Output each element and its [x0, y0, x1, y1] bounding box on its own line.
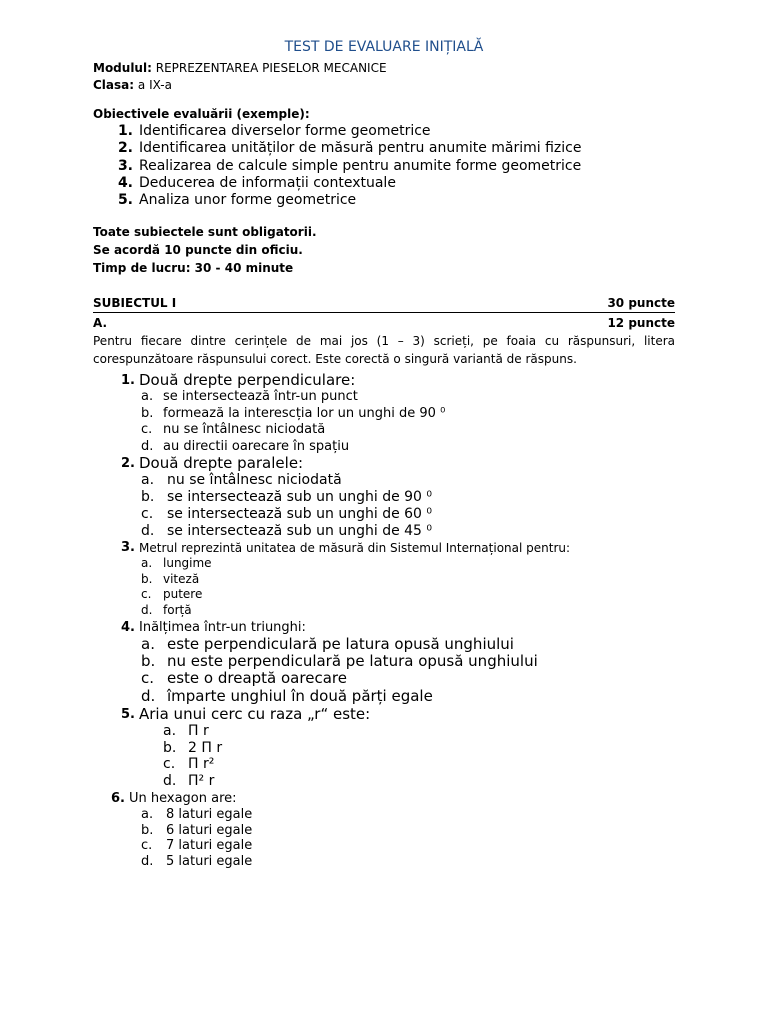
question: [93, 791, 675, 869]
question-text: Inălțimea într-un triunghi:: [139, 619, 306, 635]
rules-block: [93, 223, 675, 277]
option-letter: c.: [141, 669, 155, 688]
subject-points: 30 puncte: [607, 296, 675, 311]
option-text: nu se întâlnesc niciodată: [167, 472, 342, 489]
answer-option: [93, 489, 675, 506]
answer-option: [93, 854, 675, 870]
option-letter: a.: [141, 389, 154, 405]
answer-option: [93, 556, 675, 571]
option-letter: d.: [163, 773, 177, 790]
option-letter: a.: [141, 472, 155, 489]
objective-item: [93, 123, 675, 140]
option-letter: a.: [141, 556, 153, 571]
answer-option: [93, 389, 675, 406]
question-text-row: [93, 706, 675, 723]
objective-number: 5.: [117, 192, 133, 209]
answer-option: [93, 756, 675, 773]
option-text: împarte unghiul în două părți egale: [167, 686, 433, 705]
question-text-row: [93, 619, 675, 636]
answer-option: [93, 572, 675, 587]
option-letter: d.: [141, 438, 154, 454]
answer-option: [93, 472, 675, 489]
option-text: este o dreaptă oarecare: [167, 669, 347, 688]
answer-option: [93, 523, 675, 540]
option-letter: d.: [141, 602, 153, 617]
answer-option: [93, 506, 675, 523]
question-text-row: [93, 455, 675, 472]
rule-line: Toate subiectele sunt obligatorii.: [93, 225, 317, 240]
question-text-row: [93, 540, 675, 556]
option-text: formează la interescția lor un unghi de 90 ⁰: [163, 405, 446, 421]
option-text: forță: [163, 602, 192, 617]
option-letter: b.: [141, 489, 155, 506]
option-text: se intersectează sub un unghi de 60 ⁰: [167, 505, 433, 522]
answer-option: [93, 636, 675, 653]
option-text: viteză: [163, 571, 200, 586]
option-text: se intersectează într-un punct: [163, 389, 358, 405]
subject-label: SUBIECTUL I: [93, 296, 177, 311]
option-letter: b.: [141, 652, 156, 671]
answer-option: [93, 823, 675, 839]
option-text: Π² r: [188, 773, 215, 790]
objective-item: [93, 158, 675, 175]
objective-number: 1.: [117, 123, 133, 139]
answer-option: [93, 587, 675, 602]
answer-option: [93, 653, 675, 670]
objectives-heading: Obiectivele evaluării (exemple):: [93, 107, 310, 121]
option-letter: d.: [141, 853, 154, 869]
question-text: Un hexagon are:: [129, 790, 237, 806]
objective-text: Identificarea unităților de măsură pentru anumite mărimi fizice: [139, 140, 582, 157]
objective-item: [93, 140, 675, 157]
part-a-label: A.: [93, 316, 108, 331]
question: [93, 372, 675, 455]
option-text: se intersectează sub un unghi de 90 ⁰: [167, 489, 433, 506]
option-letter: b.: [141, 405, 154, 421]
question-number: 1.: [121, 373, 135, 389]
option-letter: a.: [163, 722, 177, 739]
option-text: 6 laturi egale: [166, 822, 253, 838]
answer-option: [93, 838, 675, 854]
document-page: [93, 38, 675, 869]
subject-header: [93, 295, 675, 313]
rule-line: Timp de lucru: 30 - 40 minute: [93, 261, 294, 276]
part-a-points: 12 puncte: [607, 316, 675, 331]
option-letter: d.: [141, 522, 155, 539]
option-letter: b.: [163, 739, 177, 756]
answer-option: [93, 740, 675, 757]
answer-option: [93, 723, 675, 740]
objectives-list: [93, 123, 675, 209]
question-number: 6.: [111, 790, 125, 806]
option-text: nu este perpendiculară pe latura opusă unghiului: [167, 652, 538, 671]
question-number: 3.: [121, 540, 135, 556]
answer-option: [93, 670, 675, 687]
option-text: se intersectează sub un unghi de 45 ⁰: [167, 522, 433, 539]
question: [93, 455, 675, 539]
module-label: Modulul: [93, 61, 148, 75]
option-letter: a.: [141, 806, 154, 822]
option-letter: b.: [141, 822, 154, 838]
answer-option: [93, 422, 675, 439]
module-line: Modulul: REPREZENTAREA PIESELOR MECANICE: [93, 61, 387, 75]
answer-option: [93, 439, 675, 456]
option-text: putere: [163, 587, 203, 602]
question-number: 5.: [121, 706, 135, 722]
objective-text: Deducerea de informații contextuale: [139, 174, 396, 191]
option-text: este perpendiculară pe latura opusă unghiului: [167, 634, 514, 653]
option-text: 8 laturi egale: [166, 806, 253, 822]
question-number: 4.: [121, 619, 135, 635]
question-number: 2.: [121, 456, 135, 472]
question: [93, 619, 675, 705]
question-text-row: [93, 791, 675, 807]
option-text: 2 Π r: [188, 739, 223, 756]
objective-text: Analiza unor forme geometrice: [139, 192, 357, 209]
option-letter: d.: [141, 686, 156, 705]
class-label: Clasa: [93, 78, 130, 92]
question-text: Două drepte perpendiculare:: [139, 371, 356, 390]
option-text: Π r²: [188, 756, 215, 773]
questions-list: [93, 372, 675, 869]
option-letter: c.: [141, 587, 152, 602]
option-letter: a.: [141, 634, 155, 653]
question-text: Metrul reprezintă unitatea de măsură din Sistemul Internațional pentru:: [139, 541, 571, 556]
objective-item: [93, 192, 675, 209]
answer-option: [93, 603, 675, 618]
option-text: Π r: [188, 722, 209, 739]
answer-option: [93, 688, 675, 705]
objective-text: Realizarea de calcule simple pentru anumite forme geometrice: [139, 157, 582, 174]
part-a-header: [93, 314, 675, 332]
rule-line: Se acordă 10 puncte din oficiu.: [93, 243, 303, 258]
option-text: lungime: [163, 556, 212, 571]
class-value: a IX-a: [137, 78, 172, 92]
question: [93, 540, 675, 618]
answer-option: [93, 807, 675, 823]
option-text: 7 laturi egale: [166, 838, 253, 854]
objective-number: 3.: [117, 157, 133, 174]
class-line: Clasa: a IX-a: [93, 78, 172, 92]
answer-option: [93, 406, 675, 423]
option-text: 5 laturi egale: [166, 853, 253, 869]
objective-text: Identificarea diverselor forme geometrice: [139, 123, 431, 139]
document-title: TEST DE EVALUARE INIȚIALĂ: [284, 39, 484, 55]
instructions: Pentru fiecare dintre cerințele de mai jos (1 – 3) scrieți, pe foaia cu răspunsuri, litera corespunzătoare răspunsului corect. Este corectă o singură variantă de răspuns.: [93, 334, 675, 367]
question-text-row: [93, 372, 675, 389]
option-letter: b.: [141, 571, 153, 586]
module-value: REPREZENTAREA PIESELOR MECANICE: [155, 61, 387, 75]
option-text: au directii oarecare în spațiu: [163, 438, 350, 454]
question: [93, 706, 675, 790]
option-letter: c.: [141, 505, 154, 522]
option-letter: c.: [163, 756, 176, 773]
option-letter: c.: [141, 422, 153, 438]
answer-option: [93, 773, 675, 790]
objective-number: 2.: [117, 140, 133, 157]
question-text: Aria unui cerc cu raza „r“ este:: [139, 704, 371, 723]
objective-item: [93, 175, 675, 192]
option-letter: c.: [141, 838, 153, 854]
objective-number: 4.: [117, 174, 133, 191]
option-text: nu se întâlnesc niciodată: [163, 422, 326, 438]
question-text: Două drepte paralele:: [139, 454, 304, 473]
